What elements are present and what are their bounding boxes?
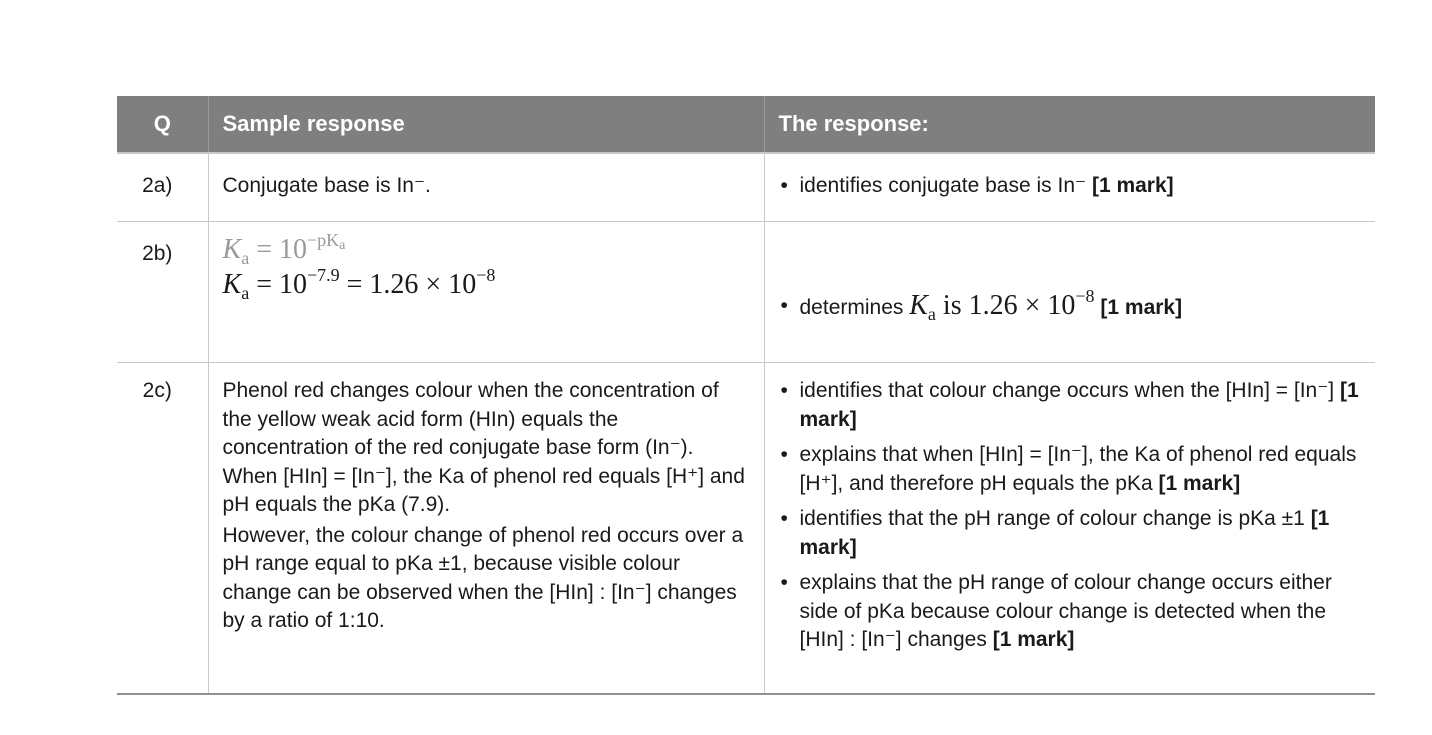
criterion-item: • explains that when [HIn] = [In⁻], the Ka of phenol red equals [H⁺], and therefore pH equals the pKa [1 mark] <box>779 441 1362 498</box>
criterion-mark: [1 mark] <box>992 628 1075 651</box>
criterion-mark: [1 mark] <box>1100 296 1183 319</box>
question-cell <box>117 222 208 363</box>
criteria-cell <box>764 153 1375 222</box>
criteria-list <box>779 286 1362 324</box>
question-cell <box>117 153 208 222</box>
table-row-2c <box>117 363 1375 695</box>
criterion-item: • determines $K_a$ is $1.26 \times 10^{-8}$ [1 mark] <box>779 292 1362 323</box>
question-label: 2a) <box>142 174 173 197</box>
sample-paragraph-2: However, the colour change of phenol red occurs over a pH range equal to pKa ±1, because visible colour change can be observed when the [HIn] : [In⁻] changes by a ratio of 1:10. <box>222 523 744 632</box>
equation-ka-value: $K_a = 10^{-7.9} = 1.26 \times 10^{-8}$ <box>222 264 496 303</box>
header-the-response: The response: <box>764 96 1375 153</box>
sample-paragraph-1: Phenol red changes colour when the concentration of the yellow weak acid form (HIn) equals the concentration of the red conjugate base form (In⁻). When [HIn] = [In⁻], the Ka of phenol red equals [H⁺] and pH equals the pKa (7.9). <box>222 379 745 516</box>
criterion-mark: [1 mark] <box>1091 174 1174 197</box>
criteria-cell <box>764 363 1375 695</box>
criterion-item: • identifies that the pH range of colour change is pKa ±1 [1 mark] <box>779 505 1362 562</box>
criterion-mark: [1 mark] <box>799 379 1359 431</box>
criterion-mark: [1 mark] <box>1158 471 1241 495</box>
question-cell <box>117 363 208 695</box>
sample-response-cell <box>208 363 764 695</box>
marking-guide-table <box>117 96 1375 695</box>
criterion-item <box>779 172 1362 201</box>
question-label: 2b) <box>142 242 173 265</box>
header-sample-response: Sample response <box>208 96 764 153</box>
header-q: Q <box>117 96 208 153</box>
criteria-list <box>779 172 1362 201</box>
sample-response-cell <box>208 222 764 363</box>
sample-response-cell: Conjugate base is In⁻. <box>208 153 764 222</box>
criterion-mark: [1 mark] <box>799 507 1330 559</box>
criteria-cell <box>764 222 1375 363</box>
criteria-list <box>779 377 1362 655</box>
table-header-row <box>117 96 1375 153</box>
equation-ka-general: $K_a = 10^{-pK_a}$ <box>222 230 346 268</box>
criterion-text: identifies conjugate base is In⁻ <box>799 174 1087 197</box>
criterion-item: • identifies that colour change occurs when the [HIn] = [In⁻] [1 mark] <box>779 377 1362 434</box>
table-row-2a <box>117 153 1375 222</box>
question-label: 2c) <box>142 379 172 402</box>
criterion-item: • explains that the pH range of colour change occurs either side of pKa because colour change is detected when the [HIn] : [In⁻] changes [1 mark] <box>779 569 1362 655</box>
table-row-2b <box>117 222 1375 363</box>
